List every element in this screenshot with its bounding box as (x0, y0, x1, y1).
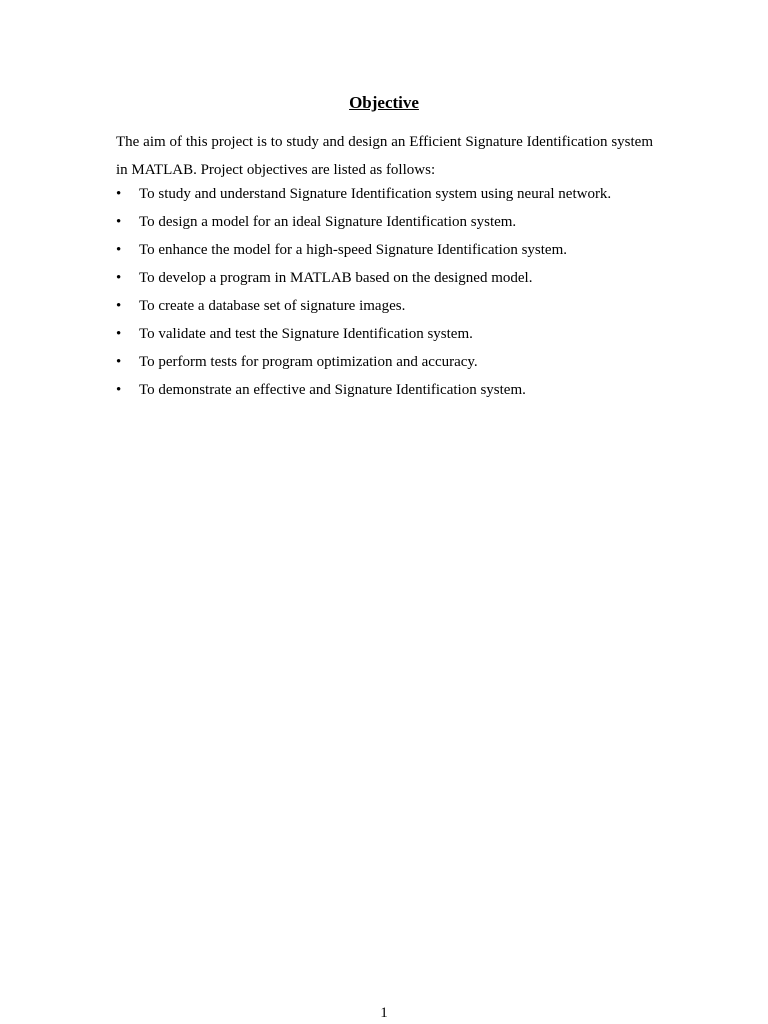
list-item-text: To demonstrate an effective and Signature Identification system. (139, 382, 526, 398)
list-item (116, 236, 656, 264)
list-item (116, 376, 656, 404)
bullet-icon: • (116, 242, 122, 258)
list-item (116, 264, 656, 292)
list-item-text: To validate and test the Signature Identification system. (139, 326, 473, 342)
list-item-text: To study and understand Signature Identification system using neural network. (139, 186, 612, 202)
list-item-text: To enhance the model for a high-speed Signature Identification system. (139, 242, 567, 258)
list-item-text: To perform tests for program optimization and accuracy. (139, 354, 478, 370)
bullet-icon: • (116, 214, 122, 230)
bullet-icon: • (116, 354, 122, 370)
bullet-icon: • (116, 326, 122, 342)
list-item-text: To design a model for an ideal Signature Identification system. (139, 214, 517, 230)
page-title: Objective (349, 93, 419, 112)
bullet-icon: • (116, 298, 122, 314)
list-item-text: To create a database set of signature images. (139, 298, 406, 314)
list-item (116, 180, 656, 208)
list-item (116, 292, 656, 320)
bullet-icon: • (116, 382, 122, 398)
objectives-list (116, 180, 656, 404)
bullet-icon: • (116, 186, 122, 202)
list-item-text: To develop a program in MATLAB based on the designed model. (139, 270, 533, 286)
list-item (116, 320, 656, 348)
intro-paragraph: The aim of this project is to study and design an Efficient Signature Identification system in MATLAB. Project objectives are listed as follows: (116, 134, 653, 178)
list-item (116, 348, 656, 376)
list-item (116, 208, 656, 236)
page-number: 1 (380, 1005, 388, 1021)
bullet-icon: • (116, 270, 122, 286)
